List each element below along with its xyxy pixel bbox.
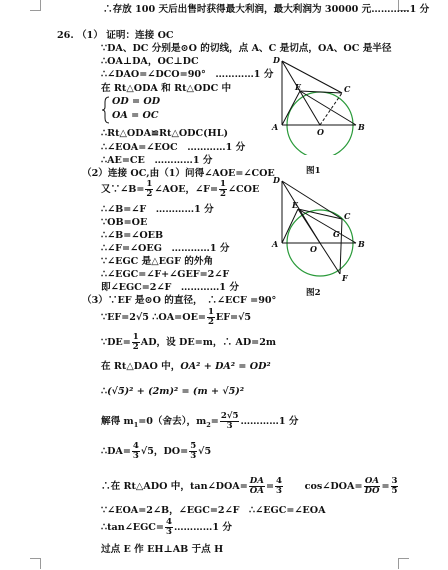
q26-header — [57, 31, 174, 41]
fig1-line-EC — [300, 91, 342, 93]
fraction-oa-do: $\frac{OA}{DO}$ — [364, 476, 380, 497]
part3-line-2 — [101, 308, 251, 327]
proof-line-5: ∴Rt△ODA≌Rt△ODC(HL) — [101, 128, 229, 139]
fig1-label-B: B — [358, 122, 365, 132]
text-seg: ∠AOE，∠F= — [154, 184, 218, 196]
proof-line-7: ∴AE=CE …………1 分 — [101, 155, 213, 166]
text-seg: 又∵∠B= — [101, 184, 145, 196]
part3-line-8 — [101, 477, 399, 496]
part2-line-3: ∴∠B=∠F …………1 分 — [101, 204, 214, 215]
part3-line-5 — [101, 387, 244, 397]
fraction-half: $\frac{1}{2}$ — [132, 332, 139, 353]
math-seg: √5 — [135, 312, 149, 324]
text-seg: ∴DA= — [101, 446, 131, 458]
part2-line-1 — [82, 169, 275, 179]
text-seg: cos∠DOA= — [304, 481, 363, 493]
text-seg: ∴tan∠EGC= — [101, 522, 164, 534]
fig2-line-AE — [282, 209, 298, 243]
fig2-label-E: E — [292, 200, 299, 210]
part2-line-6: ∴∠F=∠OEG …………1 分 — [101, 243, 230, 254]
text-seg: AD，设 DE=m，∴ AD=2m — [140, 337, 277, 349]
part2-line-7: ∵∠EGC 是△EGF 的外角 — [101, 256, 214, 267]
fig2-label-F: F — [342, 273, 348, 283]
proof-line-1: ∵DA、DC 分别是⊙O 的切线，点 A、C 是切点，OA、OC 是半径 — [101, 43, 392, 54]
part3-line-3 — [101, 333, 276, 352]
proof-line-6: ∴∠EOA=∠EOC …………1 分 — [101, 142, 246, 153]
proof-line-3: ∴∠DAO=∠DCO=90° …………1 分 — [101, 69, 274, 80]
part3-line-10 — [101, 518, 232, 537]
text-seg: ∴在 Rt△ADO 中，tan∠DOA= — [101, 481, 248, 493]
part2-line-5: ∴∠B=∠OEB — [101, 230, 164, 241]
part2-label: （2） — [82, 168, 108, 179]
fig1-label-D: D — [273, 55, 280, 65]
part3-text: ∵EF 是⊙O 的直径， ∴∠ECF =90° — [107, 295, 277, 306]
text-seg: 解得 m — [101, 416, 134, 428]
fig2-label-A: A — [272, 239, 279, 249]
math-seg: √5 — [198, 446, 212, 458]
part2-text: 连接 OC,由（1）问得∠AOE=∠COE — [107, 168, 275, 179]
text-seg: ∠COE — [227, 184, 260, 196]
text-seg: ∵EF=2 — [101, 312, 136, 324]
math-seg: √5 — [238, 312, 252, 324]
equals: = — [265, 481, 274, 493]
fig2-line-CF — [340, 219, 342, 274]
fig2-label-B: B — [358, 239, 365, 249]
part3-line-6 — [101, 412, 298, 431]
part2-line-9: 即∠EGC=2∠F …………1 分 — [101, 282, 239, 293]
fig2-line-DC — [282, 181, 342, 219]
figure-1-caption: 图1 — [306, 166, 321, 176]
subscript: 2 — [206, 420, 211, 429]
fig2-label-D: D — [273, 175, 280, 185]
text-seg: …………1 分 — [240, 416, 299, 428]
page-corner-bottom-left — [30, 558, 41, 569]
question-number: 26. — [57, 30, 74, 41]
math-seg: √5 — [140, 446, 154, 458]
figure-1 — [270, 55, 370, 155]
equation: OA² + DA² = OD² — [180, 361, 271, 372]
part1-label: （1） — [77, 30, 103, 41]
fig1-label-O: O — [317, 127, 324, 137]
text-seg: ∴ — [101, 386, 108, 397]
part2-line-4: ∵OB=OE — [101, 217, 148, 228]
text-seg: ∴OA=OE= — [152, 312, 206, 324]
subscript: 1 — [133, 420, 139, 429]
part3-line-9: ∵∠EOA=2∠B，∠EGC=2∠F ∴∠EGC=∠EOA — [101, 505, 326, 516]
fig1-label-C: C — [344, 84, 351, 94]
text-seg: EF= — [215, 312, 239, 324]
fraction-5-3: $\frac{5}{3}$ — [190, 441, 197, 462]
part3-line-11: 过点 E 作 EH⊥AB 于点 H — [101, 544, 224, 555]
fraction-half: $\frac{1}{2}$ — [146, 179, 153, 200]
figure-2 — [270, 175, 370, 285]
fraction-m2: $\frac{2√5}{3}$ — [220, 411, 239, 432]
fig2-label-O: O — [310, 244, 317, 254]
equals: = — [381, 481, 390, 493]
fig1-circle — [287, 92, 353, 155]
page-corner-top-left — [30, 0, 41, 11]
text-seg: …………1 分 — [173, 522, 232, 534]
fig1-label-E: E — [295, 82, 302, 92]
fraction-4-3: $\frac{4}{3}$ — [132, 441, 139, 462]
fig2-label-G: G — [333, 229, 340, 239]
fig1-line-AE — [282, 91, 300, 125]
fraction-3-5: $\frac{3}{5}$ — [391, 476, 398, 497]
text-seg: 在 Rt△DAO 中， — [101, 361, 181, 372]
text-seg: ，DO= — [153, 446, 189, 458]
proof-line-4: 在 Rt△ODA 和 Rt△ODC 中 — [101, 83, 232, 94]
part3-label: （3） — [82, 295, 108, 306]
fraction-da-oa: $\frac{DA}{OA}$ — [249, 476, 264, 497]
part2-line-2 — [101, 180, 259, 199]
part3-line-7 — [101, 442, 211, 461]
figure-2-caption: 图2 — [306, 288, 321, 298]
fig1-label-A: A — [272, 122, 279, 132]
part2-line-8: ∴∠EGC=∠F+∠GEF=2∠F — [101, 269, 230, 280]
proof-line-2: ∴OA⊥DA，OC⊥DC — [101, 56, 199, 67]
fraction-4-3: $\frac{4}{3}$ — [165, 517, 172, 538]
fraction-half: $\frac{1}{2}$ — [207, 307, 214, 328]
part3-line-1 — [82, 296, 276, 306]
fraction-half: $\frac{1}{2}$ — [220, 179, 226, 200]
fraction-4-3: $\frac{4}{3}$ — [275, 476, 282, 497]
fig2-label-C: C — [344, 211, 351, 221]
system-eq-2: OA = OC — [112, 110, 159, 121]
text-seg: ∵DE= — [101, 337, 131, 349]
system-brace — [102, 96, 110, 124]
text-seg: = — [210, 416, 219, 428]
page-corner-bottom-right — [398, 558, 409, 569]
text-seg: =0（舍去），m — [138, 416, 207, 428]
system-eq-1: OD = OD — [112, 96, 161, 107]
equation: (√5)² + (2m)² = (m + √5)² — [107, 386, 245, 397]
fig2-line-EF — [298, 209, 340, 274]
top-line: ∴存放 100 天后出售时获得最大利润，最大利润为 30000 元…………1 分 — [103, 4, 430, 15]
proof-title: 证明：连接 OC — [106, 30, 174, 41]
part3-line-4 — [101, 362, 271, 372]
